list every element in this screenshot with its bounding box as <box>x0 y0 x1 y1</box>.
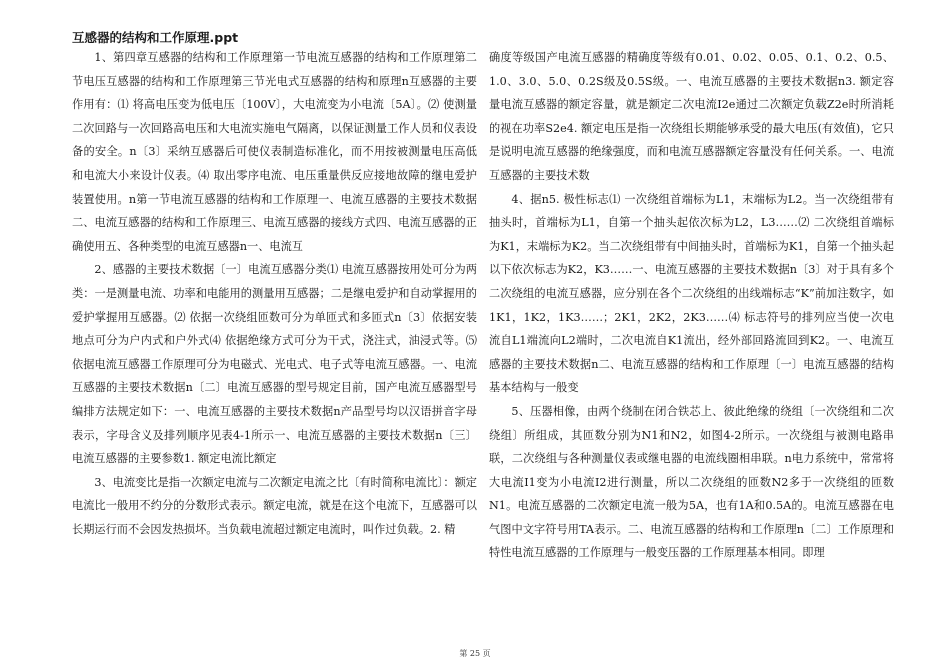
page-number: 第 25 页 <box>459 649 491 658</box>
paragraph-5: 5、压器相像，由两个绕制在闭合铁芯上、彼此绝缘的绕组〔一次绕组和二次绕组〕所组成，其匝数分别为N1和N2，如图4-2所示。一次绕组与被测电路串联，二次绕组与各种测量仪表或继电器的电流线圈相串联。n电力系统中，常常将大电流I1变为小电流I2进行测量，所以二次绕组的匝数N2多于一次绕组的匝数N1。电流互感器的二次额定电流一般为5A，也有1A和0.5A的。电流互感器在电气图中文字符号用TA表示。二、电流互感器的结构和工作原理n〔二〕工作原理和特性电流互感器的工作原理与一般变压器的工作原理基本相同。即理 <box>489 404 894 560</box>
paragraph-1: 1、第四章互感器的结构和工作原理第一节电流互感器的结构和工作原理第二节电压互感器的结构和工作原理第三节光电式互感器的结构和原理n互感器的主要作用有：⑴ 将高电压变为低电压〔100V〕，大电流变为小电流〔5A〕。⑵ 使测量二次回路与一次回路高电压和大电流实施电气隔离，以保证测量工作人员和仪表设备的安全。n〔3〕采纳互感器后可使仪表制造标准化，而不用按被测量电压高低和电流大小来设计仪表。⑷ 取出零序电流、电压重量供反应接地故障的继电爱护装置使用。n第一节电流互感器的结构和工作原理一、电流互感器的主要技术数据二、电流互感器的结构和工作原理三、电流互感器的接线方式四、电流互感器的正确使用五、各种类型的电流互感器n一、电流互 <box>72 51 477 253</box>
paragraph-4: 4、据n5. 极性标志⑴ 一次绕组首端标为L1，末端标为L2。当一次绕组带有抽头时，首端标为L1，自第一个抽头起依次标为L2，L3……⑵ 二次绕组首端标为K1，末端标为K2。当二次绕组带有中间抽头时，首端标为K1，自第一个抽头起以下依次标志为K2，K3……一、电流互感器的主要技术数据n〔3〕对于具有多个二次绕组的电流互感器，应分别在各个二次绕组的出线端标志“K”前加注数字，如1K1，1K2，1K3……；2K1，2K2，2K3……⑷ 标志符号的排列应当使一次电流自L1端流向L2端时，二次电流自K1流出，经外部回路流回到K2。一、电流互感器的主要技术数据n二、电流互感器的结构和工作原理〔一〕电流互感器的结构基本结构与一般变 <box>489 192 894 395</box>
paragraph-3: 3、电流变比是指一次额定电流与二次额定电流之比〔有时简称电流比〕：额定电流比一般用不约分的分数形式表示。额定电流，就是在这个电流下，互感器可以长期运行而不会因发热损坏。当负载电流超过额定电流时，叫作过负载。2. 精 <box>72 475 477 536</box>
right-column <box>489 46 894 565</box>
left-column <box>72 46 477 541</box>
document-title: 互感器的结构和工作原理.ppt <box>72 30 239 45</box>
paragraph-2: 2、感器的主要技术数据〔一〕电流互感器分类⑴ 电流互感器按用处可分为两类：一是测量电流、功率和电能用的测量用互感器；二是继电爱护和自动掌握用的爱护掌握用互感器。⑵ 依据一次绕组匝数可分为单匝式和多匝式n〔3〕依据安装地点可分为户内式和户外式⑷ 依据绝缘方式可分为干式，浇注式，油浸式等。⑸ 依据电流互感器工作原理可分为电磁式、光电式、电子式等电流互感器。一、电流互感器的主要技术数据n〔二〕电流互感器的型号规定目前，国产电流互感器型号编排方法规定如下：一、电流互感器的主要技术数据n产品型号均以汉语拼音字母表示，字母含义及排列顺序见表4-1所示一、电流互感器的主要技术数据n〔三〕电流互感器的主要参数1. 额定电流比额定 <box>72 263 477 466</box>
paragraph-3-continued: 确度等级国产电流互感器的精确度等级有0.01、0.02、0.05、0.1、0.2、0.5、1.0、3.0、5.0、0.2S级及0.5S级。一、电流互感器的主要技术数据n3. 额定容量电流互感器的额定容量，就是额定二次电流I2e通过二次额定负载Z2e时所消耗的视在功率S2e4. 额定电压是指一次绕组长期能够承受的最大电压(有效值)，它只是说明电流互感器的绝缘强度，而和电流互感器额定容量没有任何关系。一、电流互感器的主要技术数 <box>489 51 894 182</box>
